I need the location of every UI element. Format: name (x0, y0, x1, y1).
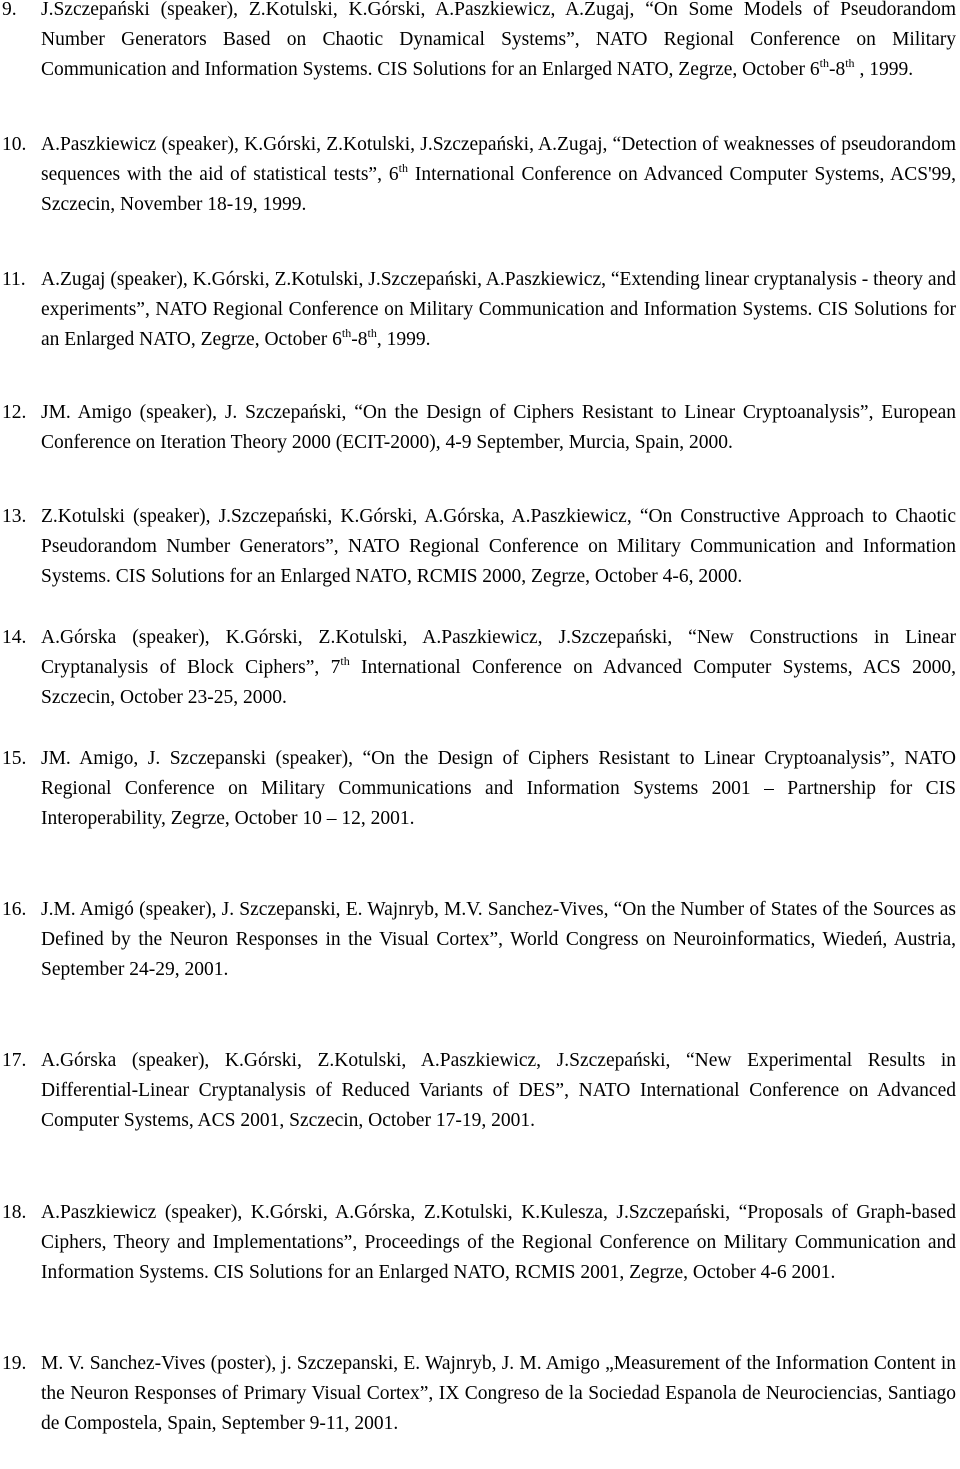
item-number: 12. (2, 402, 27, 423)
item-text: JM. Amigo, J. Szczepanski (speaker), “On the Design of Ciphers Resistant to Linear Cryptoanalysis”, NATO Regional Conference on Military Communications and Information Systems 2001 – Partnership for CIS Interoperability, Zegrze, October 10 – 12, 2001. (41, 748, 956, 829)
item-text: Z.Kotulski (speaker), J.Szczepański, K.Górski, A.Górska, A.Paszkiewicz, “On Constructive Approach to Chaotic Pseudorandom Number Generators”, NATO Regional Conference on Military Communication and Information Systems. CIS Solutions for an Enlarged NATO, RCMIS 2000, Zegrze, October 4-6, 2000. (41, 506, 956, 587)
list-item (0, 265, 956, 355)
list-item (0, 1198, 956, 1288)
list-item (0, 895, 956, 985)
item-text: JM. Amigo (speaker), J. Szczepański, “On the Design of Ciphers Resistant to Linear Cryptoanalysis”, European Conference on Iteration Theory 2000 (ECIT-2000), 4-9 September, Murcia, Spain, 2000. (41, 402, 956, 453)
item-number: 14. (2, 627, 27, 648)
list-item (0, 1349, 956, 1439)
item-number: 16. (2, 899, 27, 920)
item-number: 17. (2, 1050, 27, 1071)
item-number: 13. (2, 506, 27, 527)
item-number: 11. (2, 269, 26, 290)
item-text: A.Górska (speaker), K.Górski, Z.Kotulski, A.Paszkiewicz, J.Szczepański, “New Experimental Results in Differential-Linear Cryptanalysis of Reduced Variants of DES”, NATO International Conference on Advanced Computer Systems, ACS 2001, Szczecin, October 17-19, 2001. (41, 1050, 956, 1131)
list-item (0, 130, 956, 220)
list-item (0, 623, 956, 713)
list-item (0, 744, 956, 834)
item-text: J.Szczepański (speaker), Z.Kotulski, K.Górski, A.Paszkiewicz, A.Zugaj, “On Some Models of Pseudorandom Number Generators Based on Chaotic Dynamical Systems”, NATO Regional Conference on Military Communication and Information Systems. CIS Solutions for an Enlarged NATO, Zegrze, October 6th-8th , 1999. (41, 0, 956, 80)
item-text: A.Paszkiewicz (speaker), K.Górski, Z.Kotulski, J.Szczepański, A.Zugaj, “Detection of weaknesses of pseudorandom sequences with the aid of statistical tests”, 6th International Conference on Advanced Computer Systems, ACS'99, Szczecin, November 18-19, 1999. (41, 134, 956, 215)
list-item (0, 502, 956, 592)
list-item (0, 0, 956, 85)
item-text: A.Górska (speaker), K.Górski, Z.Kotulski, A.Paszkiewicz, J.Szczepański, “New Constructions in Linear Cryptanalysis of Block Ciphers”, 7th International Conference on Advanced Computer Systems, ACS 2000, Szczecin, October 23-25, 2000. (41, 627, 956, 708)
item-text: M. V. Sanchez-Vives (poster), j. Szczepanski, E. Wajnryb, J. M. Amigo „Measurement of the Information Content in the Neuron Responses of Primary Visual Cortex”, IX Congreso de la Sociedad Espanola de Neurociencias, Santiago de Compostela, Spain, September 9-11, 2001. (41, 1353, 956, 1434)
item-text: A.Zugaj (speaker), K.Górski, Z.Kotulski, J.Szczepański, A.Paszkiewicz, “Extending linear cryptanalysis - theory and experiments”, NATO Regional Conference on Military Communication and Information Systems. CIS Solutions for an Enlarged NATO, Zegrze, October 6th-8th, 1999. (41, 269, 956, 350)
item-number: 9. (2, 0, 17, 20)
list-item (0, 1046, 956, 1136)
item-number: 18. (2, 1202, 27, 1223)
item-text: J.M. Amigó (speaker), J. Szczepanski, E. Wajnryb, M.V. Sanchez-Vives, “On the Number of States of the Sources as Defined by the Neuron Responses in the Visual Cortex”, World Congress on Neuroinformatics, Wiedeń, Austria, September 24-29, 2001. (41, 899, 956, 980)
list-item (0, 398, 956, 458)
item-number: 19. (2, 1353, 27, 1374)
item-number: 10. (2, 134, 27, 155)
item-number: 15. (2, 748, 27, 769)
item-text: A.Paszkiewicz (speaker), K.Górski, A.Górska, Z.Kotulski, K.Kulesza, J.Szczepański, “Proposals of Graph-based Ciphers, Theory and Implementations”, Proceedings of the Regional Conference on Military Communication and Information Systems. CIS Solutions for an Enlarged NATO, RCMIS 2001, Zegrze, October 4-6 2001. (41, 1202, 956, 1283)
